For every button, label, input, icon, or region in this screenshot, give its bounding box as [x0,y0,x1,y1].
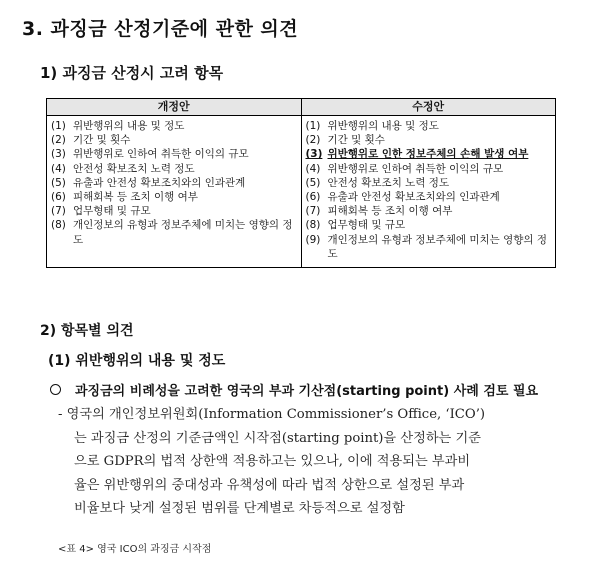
list-item [306,218,552,232]
list-item-text: 기간 및 횟수 [73,134,131,147]
table-caption: <표 4> 영국 ICO의 과징금 시작점 [58,544,212,555]
list-item-text: 개인정보의 유형과 정보주체에 미치는 영향의 정도 [327,233,548,260]
subsection-title-considerations: 1) 과징금 산정시 고려 항목 [40,64,224,82]
list-item-text: 안전성 확보조치 노력 정도 [73,162,195,175]
list-item-number: (8) [51,219,66,232]
list-item [306,204,552,218]
list-item-number: (4) [51,162,66,175]
paragraph-line: 는 과징금 산정의 기준금액인 시작점(starting point)을 산정하는 기준 [74,430,481,446]
list-item-text: 위반행위의 내용 및 정도 [73,120,185,132]
list-item [51,204,297,218]
list-item [51,176,297,190]
list-item-text: 피해회복 등 조치 이행 여부 [73,191,198,204]
list-item-number: (6) [51,191,66,204]
body-paragraph [58,403,558,521]
list-item [51,119,297,133]
list-item [306,133,552,147]
list-item-number: (9) [305,233,321,246]
list-item-text: 업무형태 및 규모 [73,205,151,218]
circle-bullet-icon [50,384,61,395]
list-item-number: (2) [51,134,66,147]
list-item-text: 안전성 확보조치 노력 정도 [327,176,450,189]
paragraph-line: 으로 GDPR의 법적 상한액 적용하고는 있으나, 이에 적용되는 부과비 [74,454,471,469]
list-item [51,133,297,147]
list-item-text: 업무형태 및 규모 [327,219,406,232]
list-item [306,176,552,190]
comparison-table [46,98,556,268]
bullet-text: 과징금의 비례성을 고려한 영국의 부과 기산점(starting point) 사례 검토 필요 [75,384,539,399]
list-item-number: (1) [305,120,321,132]
item-heading: (1) 위반행위의 내용 및 정도 [48,353,226,369]
list-item-text: 개인정보의 유형과 정보주체에 미치는 영향의 정도 [73,219,293,246]
list-item [51,147,297,161]
list-item-text: 위반행위의 내용 및 정도 [327,120,439,132]
original-proposal-cell [47,116,302,268]
table-header-original: 개정안 [47,99,302,116]
list-item [306,233,552,261]
list-item-number: (7) [305,205,321,218]
list-item-text: 위반행위로 인하여 취득한 이익의 규모 [73,148,249,161]
list-item-number: (8) [305,219,321,232]
list-item [51,162,297,176]
paragraph-line: 율은 위반행위의 중대성과 유책성에 따라 법적 상한으로 설정된 부과 [74,477,465,493]
paragraph-line: 비율보다 낮게 설정된 범위를 단계별로 차등적으로 설정함 [74,501,405,516]
list-item [306,190,552,204]
list-item-text: 피해회복 등 조치 이행 여부 [327,205,453,218]
list-item [51,218,297,246]
list-item-number: (2) [305,134,321,147]
list-item-number: (4) [305,162,321,175]
list-item [306,147,552,161]
list-item-text: 위반행위로 인하여 취득한 이익의 규모 [327,162,504,175]
list-item-number: (3) [51,148,66,161]
subsection-title-opinions: 2) 항목별 의견 [40,323,134,339]
list-item-number: (5) [305,176,321,189]
list-item-text: 위반행위로 인한 정보주체의 손해 발생 여부 [327,148,529,161]
list-item-text: 기간 및 횟수 [327,134,385,147]
list-item-text: 유출과 안전성 확보조치와의 인과관계 [327,191,500,204]
list-item-number: (6) [305,191,321,204]
list-item-text: 유출과 안전성 확보조치와의 인과관계 [73,176,246,189]
list-item [51,190,297,204]
section-title: 3. 과징금 산정기준에 관한 의견 [22,18,299,40]
paragraph-line: - 영국의 개인정보위원회(Information Commissioner’s Office, ‘ICO’) [58,407,486,422]
revised-proposal-cell [301,116,556,268]
list-item-number: (5) [51,176,66,189]
list-item [306,162,552,176]
list-item [306,119,552,133]
bullet-point [50,380,538,399]
table-header-revised: 수정안 [301,99,556,116]
list-item-number: (7) [51,205,66,218]
list-item-number: (1) [51,120,66,132]
list-item-number: (3) [305,148,323,161]
